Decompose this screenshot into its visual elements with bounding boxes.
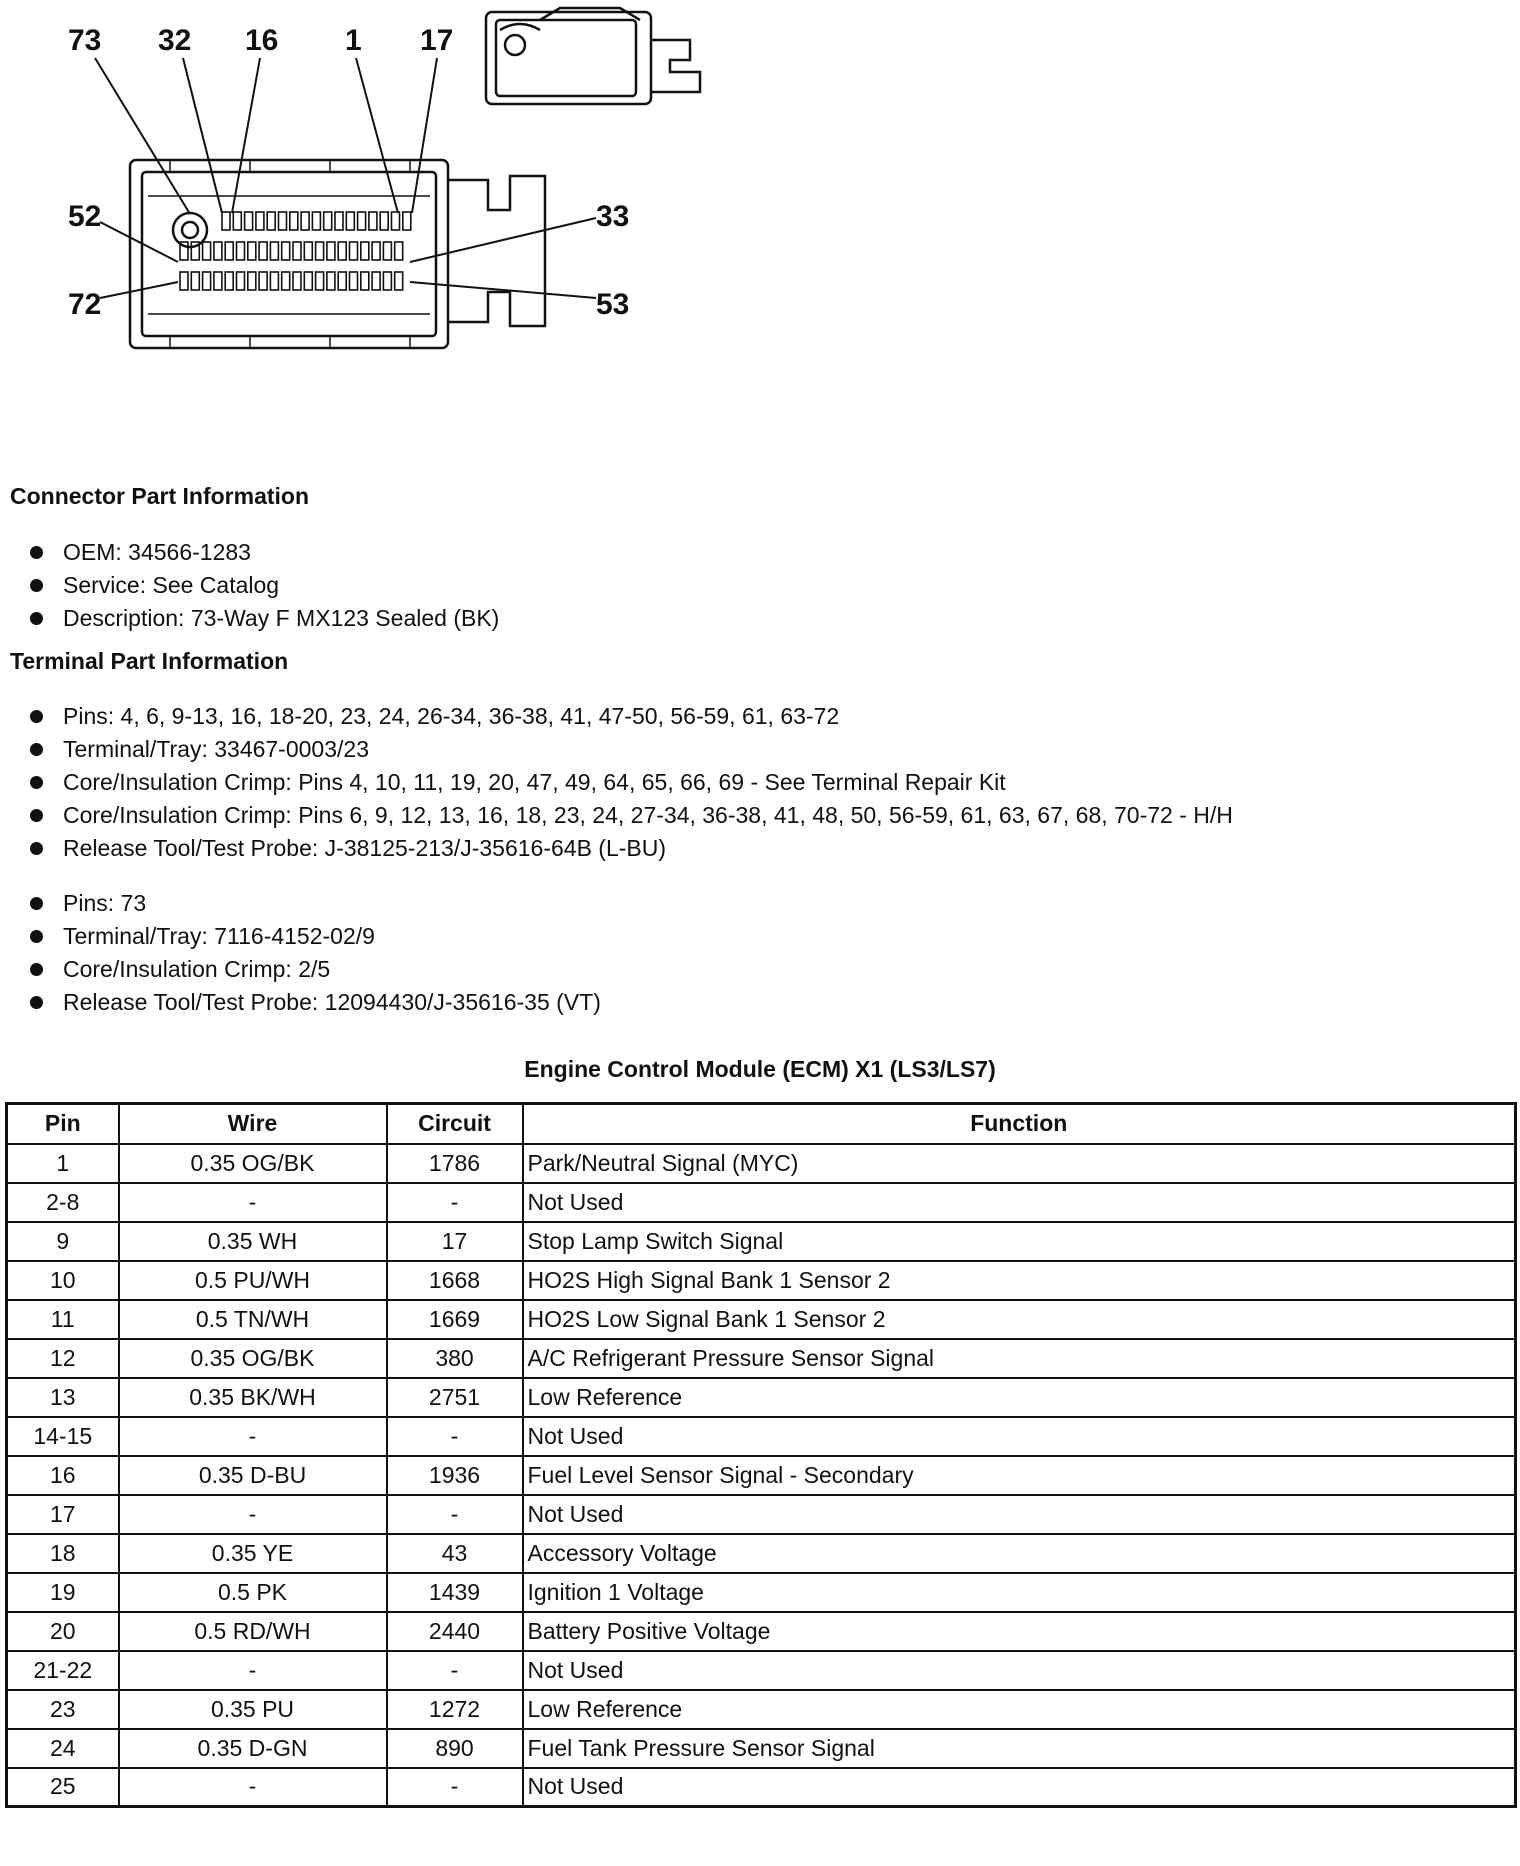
- pin-cavity: [293, 242, 301, 260]
- cell-function: HO2S High Signal Bank 1 Sensor 2: [523, 1261, 1516, 1300]
- callout-32: 32: [158, 24, 192, 57]
- pin-cavity: [270, 242, 278, 260]
- pin-cavity: [293, 272, 301, 290]
- list-item: Core/Insulation Crimp: Pins 6, 9, 12, 13, 16, 18, 23, 24, 27-34, 36-38, 41, 48, 50, 56-59, 61, 63, 67, 68, 70-72 - H/H: [30, 799, 1233, 832]
- cell-circuit: 1272: [387, 1690, 523, 1729]
- terminal-part-info-group-1: [30, 700, 1233, 865]
- pin-cavity: [180, 272, 188, 290]
- cell-pin: 1: [7, 1144, 119, 1183]
- pin-cavity: [316, 272, 324, 290]
- pin-cavity: [380, 212, 388, 230]
- cell-pin: 23: [7, 1690, 119, 1729]
- pin-cavity: [237, 272, 245, 290]
- cell-pin: 24: [7, 1729, 119, 1768]
- cell-wire: 0.35 D-BU: [119, 1456, 387, 1495]
- list-item: Description: 73-Way F MX123 Sealed (BK): [30, 602, 499, 635]
- pin-cavity: [383, 272, 391, 290]
- cell-pin: 17: [7, 1495, 119, 1534]
- pin-cavity: [338, 242, 346, 260]
- pin-cavity: [301, 212, 309, 230]
- pin-cavity: [383, 242, 391, 260]
- pin-cavity: [259, 272, 267, 290]
- cell-wire: -: [119, 1417, 387, 1456]
- table-row: [7, 1261, 1516, 1300]
- pin-cavity: [214, 242, 222, 260]
- pin-cavity: [327, 242, 335, 260]
- cell-pin: 25: [7, 1768, 119, 1807]
- cell-wire: 0.5 TN/WH: [119, 1300, 387, 1339]
- cell-wire: 0.5 PK: [119, 1573, 387, 1612]
- callout-73: 73: [68, 24, 102, 57]
- pin-cavity: [290, 212, 298, 230]
- pin-cavity: [350, 272, 358, 290]
- pin-cavity: [312, 212, 320, 230]
- pin-cavity: [225, 242, 233, 260]
- pin-cavity: [245, 212, 253, 230]
- callout-72: 72: [68, 288, 102, 321]
- pin-cavity: [282, 272, 290, 290]
- callout-52: 52: [68, 200, 102, 233]
- table-row: [7, 1651, 1516, 1690]
- cell-function: Not Used: [523, 1417, 1516, 1456]
- list-item: Terminal/Tray: 7116-4152-02/9: [30, 920, 601, 953]
- pin-cavity: [395, 272, 403, 290]
- header-wire: Wire: [119, 1104, 387, 1144]
- callout-17: 17: [420, 24, 454, 57]
- cell-pin: 13: [7, 1378, 119, 1417]
- table-row: [7, 1300, 1516, 1339]
- pin-cavity: [267, 212, 275, 230]
- cell-pin: 9: [7, 1222, 119, 1261]
- cell-circuit: 1786: [387, 1144, 523, 1183]
- table-row: [7, 1144, 1516, 1183]
- cell-circuit: 1439: [387, 1573, 523, 1612]
- pin-cavity: [372, 272, 380, 290]
- header-pin: Pin: [7, 1104, 119, 1144]
- cell-circuit: 1936: [387, 1456, 523, 1495]
- pin-cavity: [392, 212, 400, 230]
- cell-function: Ignition 1 Voltage: [523, 1573, 1516, 1612]
- pin-cavity: [358, 212, 366, 230]
- pin-cavity: [304, 242, 312, 260]
- pin-cavity: [259, 242, 267, 260]
- cell-wire: 0.35 PU: [119, 1690, 387, 1729]
- cell-function: Stop Lamp Switch Signal: [523, 1222, 1516, 1261]
- pin-cavity: [304, 272, 312, 290]
- pin-cavity: [335, 212, 343, 230]
- table-row: [7, 1534, 1516, 1573]
- cell-wire: -: [119, 1495, 387, 1534]
- pin-cavity: [248, 242, 256, 260]
- cell-function: Low Reference: [523, 1690, 1516, 1729]
- pin-cavity: [203, 242, 211, 260]
- list-item: Pins: 4, 6, 9-13, 16, 18-20, 23, 24, 26-34, 36-38, 41, 47-50, 56-59, 61, 63-72: [30, 700, 1233, 733]
- pin-cavity: [350, 242, 358, 260]
- cell-wire: 0.35 OG/BK: [119, 1144, 387, 1183]
- table-row: [7, 1612, 1516, 1651]
- pinout-table: [5, 1102, 1517, 1808]
- cell-circuit: 380: [387, 1339, 523, 1378]
- cell-function: Not Used: [523, 1768, 1516, 1807]
- table-row: [7, 1768, 1516, 1807]
- table-row: [7, 1690, 1516, 1729]
- list-item: Release Tool/Test Probe: J-38125-213/J-35616-64B (L-BU): [30, 832, 1233, 865]
- pin-cavity: [338, 272, 346, 290]
- table-row: [7, 1339, 1516, 1378]
- cell-wire: 0.35 BK/WH: [119, 1378, 387, 1417]
- pin-cavity: [361, 242, 369, 260]
- pin-cavity: [361, 272, 369, 290]
- cell-circuit: -: [387, 1183, 523, 1222]
- cell-pin: 10: [7, 1261, 119, 1300]
- table-row: [7, 1183, 1516, 1222]
- pin-cavity: [248, 272, 256, 290]
- cell-circuit: 890: [387, 1729, 523, 1768]
- pin-cavity: [327, 272, 335, 290]
- pin-cavity: [233, 212, 241, 230]
- cell-pin: 21-22: [7, 1651, 119, 1690]
- cell-wire: 0.35 D-GN: [119, 1729, 387, 1768]
- pin-cavity: [316, 242, 324, 260]
- cell-wire: 0.35 YE: [119, 1534, 387, 1573]
- table-row: [7, 1417, 1516, 1456]
- cell-circuit: 2440: [387, 1612, 523, 1651]
- callout-1: 1: [345, 24, 362, 57]
- table-row: [7, 1729, 1516, 1768]
- table-row: [7, 1573, 1516, 1612]
- terminal-part-info-title: Terminal Part Information: [10, 648, 289, 674]
- pin-cavity: [282, 242, 290, 260]
- pin-cavity: [203, 272, 211, 290]
- cell-wire: -: [119, 1183, 387, 1222]
- connector-3d-view: [486, 8, 700, 104]
- pin-cavity: [270, 272, 278, 290]
- list-item: Core/Insulation Crimp: 2/5: [30, 953, 601, 986]
- list-item: Release Tool/Test Probe: 12094430/J-35616-35 (VT): [30, 986, 601, 1019]
- callout-16: 16: [245, 24, 279, 57]
- pin-cavity: [222, 212, 230, 230]
- cell-circuit: 2751: [387, 1378, 523, 1417]
- cell-circuit: 1669: [387, 1300, 523, 1339]
- cell-function: Fuel Level Sensor Signal - Secondary: [523, 1456, 1516, 1495]
- cell-pin: 16: [7, 1456, 119, 1495]
- connector-diagram: [0, 0, 1520, 360]
- terminal-part-info-group-2: [30, 887, 601, 1019]
- pin-cavity: [256, 212, 264, 230]
- header-function: Function: [523, 1104, 1516, 1144]
- cell-pin: 11: [7, 1300, 119, 1339]
- table-row: [7, 1222, 1516, 1261]
- table-row: [7, 1378, 1516, 1417]
- pin-cavity: [372, 242, 380, 260]
- cell-function: Accessory Voltage: [523, 1534, 1516, 1573]
- pin-cavity: [191, 272, 199, 290]
- cell-wire: 0.5 RD/WH: [119, 1612, 387, 1651]
- cell-function: Not Used: [523, 1495, 1516, 1534]
- cell-pin: 19: [7, 1573, 119, 1612]
- header-circuit: Circuit: [387, 1104, 523, 1144]
- callout-33: 33: [596, 200, 630, 233]
- table-row: [7, 1495, 1516, 1534]
- cell-wire: -: [119, 1768, 387, 1807]
- cell-circuit: -: [387, 1651, 523, 1690]
- callout-53: 53: [596, 288, 630, 321]
- list-item: Terminal/Tray: 33467-0003/23: [30, 733, 1233, 766]
- pin-cavity: [395, 242, 403, 260]
- list-item: Core/Insulation Crimp: Pins 4, 10, 11, 19, 20, 47, 49, 64, 65, 66, 69 - See Terminal Repair Kit: [30, 766, 1233, 799]
- cell-function: Battery Positive Voltage: [523, 1612, 1516, 1651]
- cell-circuit: 43: [387, 1534, 523, 1573]
- pin-cavity: [403, 212, 411, 230]
- cell-function: Fuel Tank Pressure Sensor Signal: [523, 1729, 1516, 1768]
- cell-circuit: -: [387, 1495, 523, 1534]
- cell-wire: 0.5 PU/WH: [119, 1261, 387, 1300]
- pin-cavity: [225, 272, 233, 290]
- cell-function: Low Reference: [523, 1378, 1516, 1417]
- pin-cavity: [369, 212, 377, 230]
- cell-wire: 0.35 WH: [119, 1222, 387, 1261]
- cell-circuit: 17: [387, 1222, 523, 1261]
- pin-cavity: [237, 242, 245, 260]
- pin-cavity: [346, 212, 354, 230]
- cell-circuit: -: [387, 1768, 523, 1807]
- connector-part-info-title: Connector Part Information: [10, 483, 310, 509]
- cell-function: Not Used: [523, 1651, 1516, 1690]
- pin-cavity: [214, 272, 222, 290]
- cell-wire: -: [119, 1651, 387, 1690]
- cell-circuit: 1668: [387, 1261, 523, 1300]
- cell-pin: 20: [7, 1612, 119, 1651]
- cell-function: Park/Neutral Signal (MYC): [523, 1144, 1516, 1183]
- table-row: [7, 1456, 1516, 1495]
- cell-function: A/C Refrigerant Pressure Sensor Signal: [523, 1339, 1516, 1378]
- list-item: OEM: 34566-1283: [30, 536, 499, 569]
- cell-wire: 0.35 OG/BK: [119, 1339, 387, 1378]
- table-header-row: [7, 1104, 1516, 1144]
- list-item: Service: See Catalog: [30, 569, 499, 602]
- cell-pin: 2-8: [7, 1183, 119, 1222]
- pinout-table-title: Engine Control Module (ECM) X1 (LS3/LS7): [524, 1056, 996, 1082]
- cell-function: HO2S Low Signal Bank 1 Sensor 2: [523, 1300, 1516, 1339]
- pin-cavity: [279, 212, 287, 230]
- pin-grid: [180, 212, 411, 290]
- connector-part-info-list: [30, 536, 499, 635]
- pin-cavity: [324, 212, 332, 230]
- cell-circuit: -: [387, 1417, 523, 1456]
- cell-pin: 12: [7, 1339, 119, 1378]
- cell-pin: 18: [7, 1534, 119, 1573]
- cell-function: Not Used: [523, 1183, 1516, 1222]
- cell-pin: 14-15: [7, 1417, 119, 1456]
- list-item: Pins: 73: [30, 887, 601, 920]
- callout-leaders: [95, 58, 596, 298]
